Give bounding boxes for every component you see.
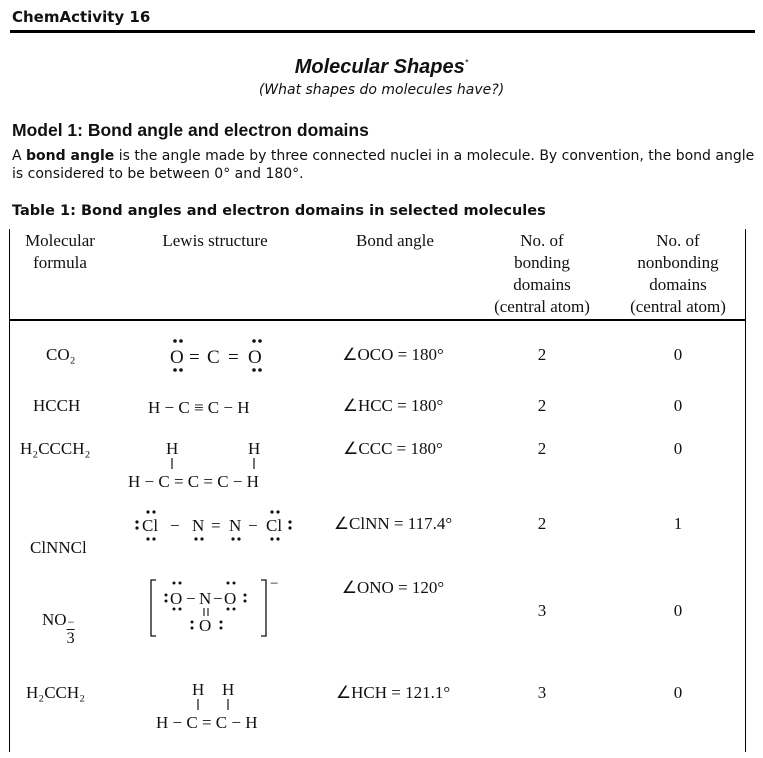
page-title: Molecular Shapes* — [294, 56, 469, 78]
no3-o3: O — [199, 616, 212, 635]
col-header-lewis: Lewis structure — [162, 231, 268, 250]
h2ccch2-h-top1: H — [166, 439, 179, 458]
chapter-label: ChemActivity 16 — [12, 8, 151, 26]
lewis-structure-co2 — [160, 336, 280, 376]
nonbonding-clnncl: 1 — [673, 514, 683, 533]
clnncl-d2: − — [248, 516, 258, 535]
nonbonding-co2: 0 — [673, 345, 683, 364]
bonding-h2ccch2: 2 — [537, 439, 547, 458]
no3-bracket-right — [261, 580, 266, 636]
bonding-clnncl: 2 — [537, 514, 547, 533]
angle-co2: ∠OCO = 180° — [342, 345, 444, 364]
bond-angle-term: bond angle — [26, 148, 115, 164]
formula-clnncl: ClNNCl — [30, 538, 87, 557]
angle-h2cch2: ∠HCH = 121.1° — [335, 683, 451, 702]
no3-dash1: − — [186, 589, 196, 608]
angle-clnncl: ∠ClNN = 117.4° — [333, 514, 453, 533]
h2cch2-main: H − C = C − H — [156, 713, 258, 732]
no3-n: N — [199, 589, 212, 608]
co2-c: C — [207, 347, 220, 368]
col-header-formula: Molecular formula — [25, 231, 95, 272]
lewis-structure-h2ccch2 — [126, 436, 316, 496]
footnote-mark: * — [464, 57, 469, 68]
co2-o2: O — [248, 347, 262, 368]
model-heading: Model 1: Bond angle and electron domains — [12, 120, 369, 140]
clnncl-n1: N — [192, 516, 205, 535]
lewis-structure-h2cch2 — [155, 677, 295, 735]
nonbonding-hcch: 0 — [673, 396, 683, 415]
table-header-rule — [9, 319, 746, 321]
clnncl-eq: = — [211, 516, 221, 535]
co2-eq2: = — [228, 347, 239, 368]
h2cch2-h1: H — [192, 680, 205, 699]
formula-no3: NO 3 − — [42, 610, 75, 647]
lewis-structure-no3 — [148, 578, 288, 640]
formula-co2: CO₂ — [46, 345, 76, 364]
co2-o1: O — [170, 347, 184, 368]
nonbonding-h2cch2: 0 — [673, 683, 683, 702]
bonding-co2: 2 — [537, 345, 547, 364]
no3-superscript: − — [67, 615, 75, 629]
table-right-border — [745, 229, 746, 752]
bonding-hcch: 2 — [537, 396, 547, 415]
h2ccch2-h-top2: H — [248, 439, 261, 458]
no3-o2: O — [224, 589, 237, 608]
clnncl-cl2: Cl — [266, 516, 283, 535]
col-header-nonbonding: No. of nonbonding domains (central atom) — [630, 231, 726, 316]
no3-subscript: 3 — [66, 630, 75, 647]
clnncl-n2: N — [229, 516, 242, 535]
col-header-bonding: No. of bonding domains (central atom) — [494, 231, 590, 316]
clnncl-cl1: Cl — [142, 516, 159, 535]
bonding-no3: 3 — [537, 601, 547, 620]
formula-h2ccch2: H₂CCCH₂ — [20, 439, 91, 458]
h2cch2-h2: H — [222, 680, 235, 699]
page-subtitle: (What shapes do molecules have?) — [258, 82, 505, 98]
angle-h2ccch2: ∠CCC = 180° — [343, 439, 443, 458]
formula-h2cch2: H₂CCH₂ — [26, 683, 86, 702]
no3-charge: − — [270, 576, 279, 592]
clnncl-d1: − — [170, 516, 180, 535]
angle-hcch: ∠HCC = 180° — [342, 396, 444, 415]
nonbonding-no3: 0 — [673, 601, 683, 620]
no3-bracket-left — [151, 580, 156, 636]
nonbonding-h2ccch2: 0 — [673, 439, 683, 458]
model-intro: A bond angle is the angle made by three connected nuclei in a molecule. By convention, the bond angle is considered to be between 0° and 180°. — [12, 148, 755, 182]
col-header-angle: Bond angle — [356, 231, 434, 250]
formula-hcch: HCCH — [33, 396, 81, 415]
table-heading: Table 1: Bond angles and electron domains in selected molecules — [12, 203, 546, 219]
h2ccch2-main: H − C = C = C − H — [128, 472, 259, 491]
lewis-structure-hcch: H − C ≡ C − H — [148, 398, 250, 417]
table-left-border — [9, 229, 10, 752]
bonding-h2cch2: 3 — [537, 683, 547, 702]
co2-eq1: = — [189, 347, 200, 368]
no3-dash2: − — [213, 589, 223, 608]
no3-o1: O — [170, 589, 183, 608]
angle-no3: ∠ONO = 120° — [341, 578, 445, 597]
lewis-structure-clnncl — [134, 508, 309, 548]
